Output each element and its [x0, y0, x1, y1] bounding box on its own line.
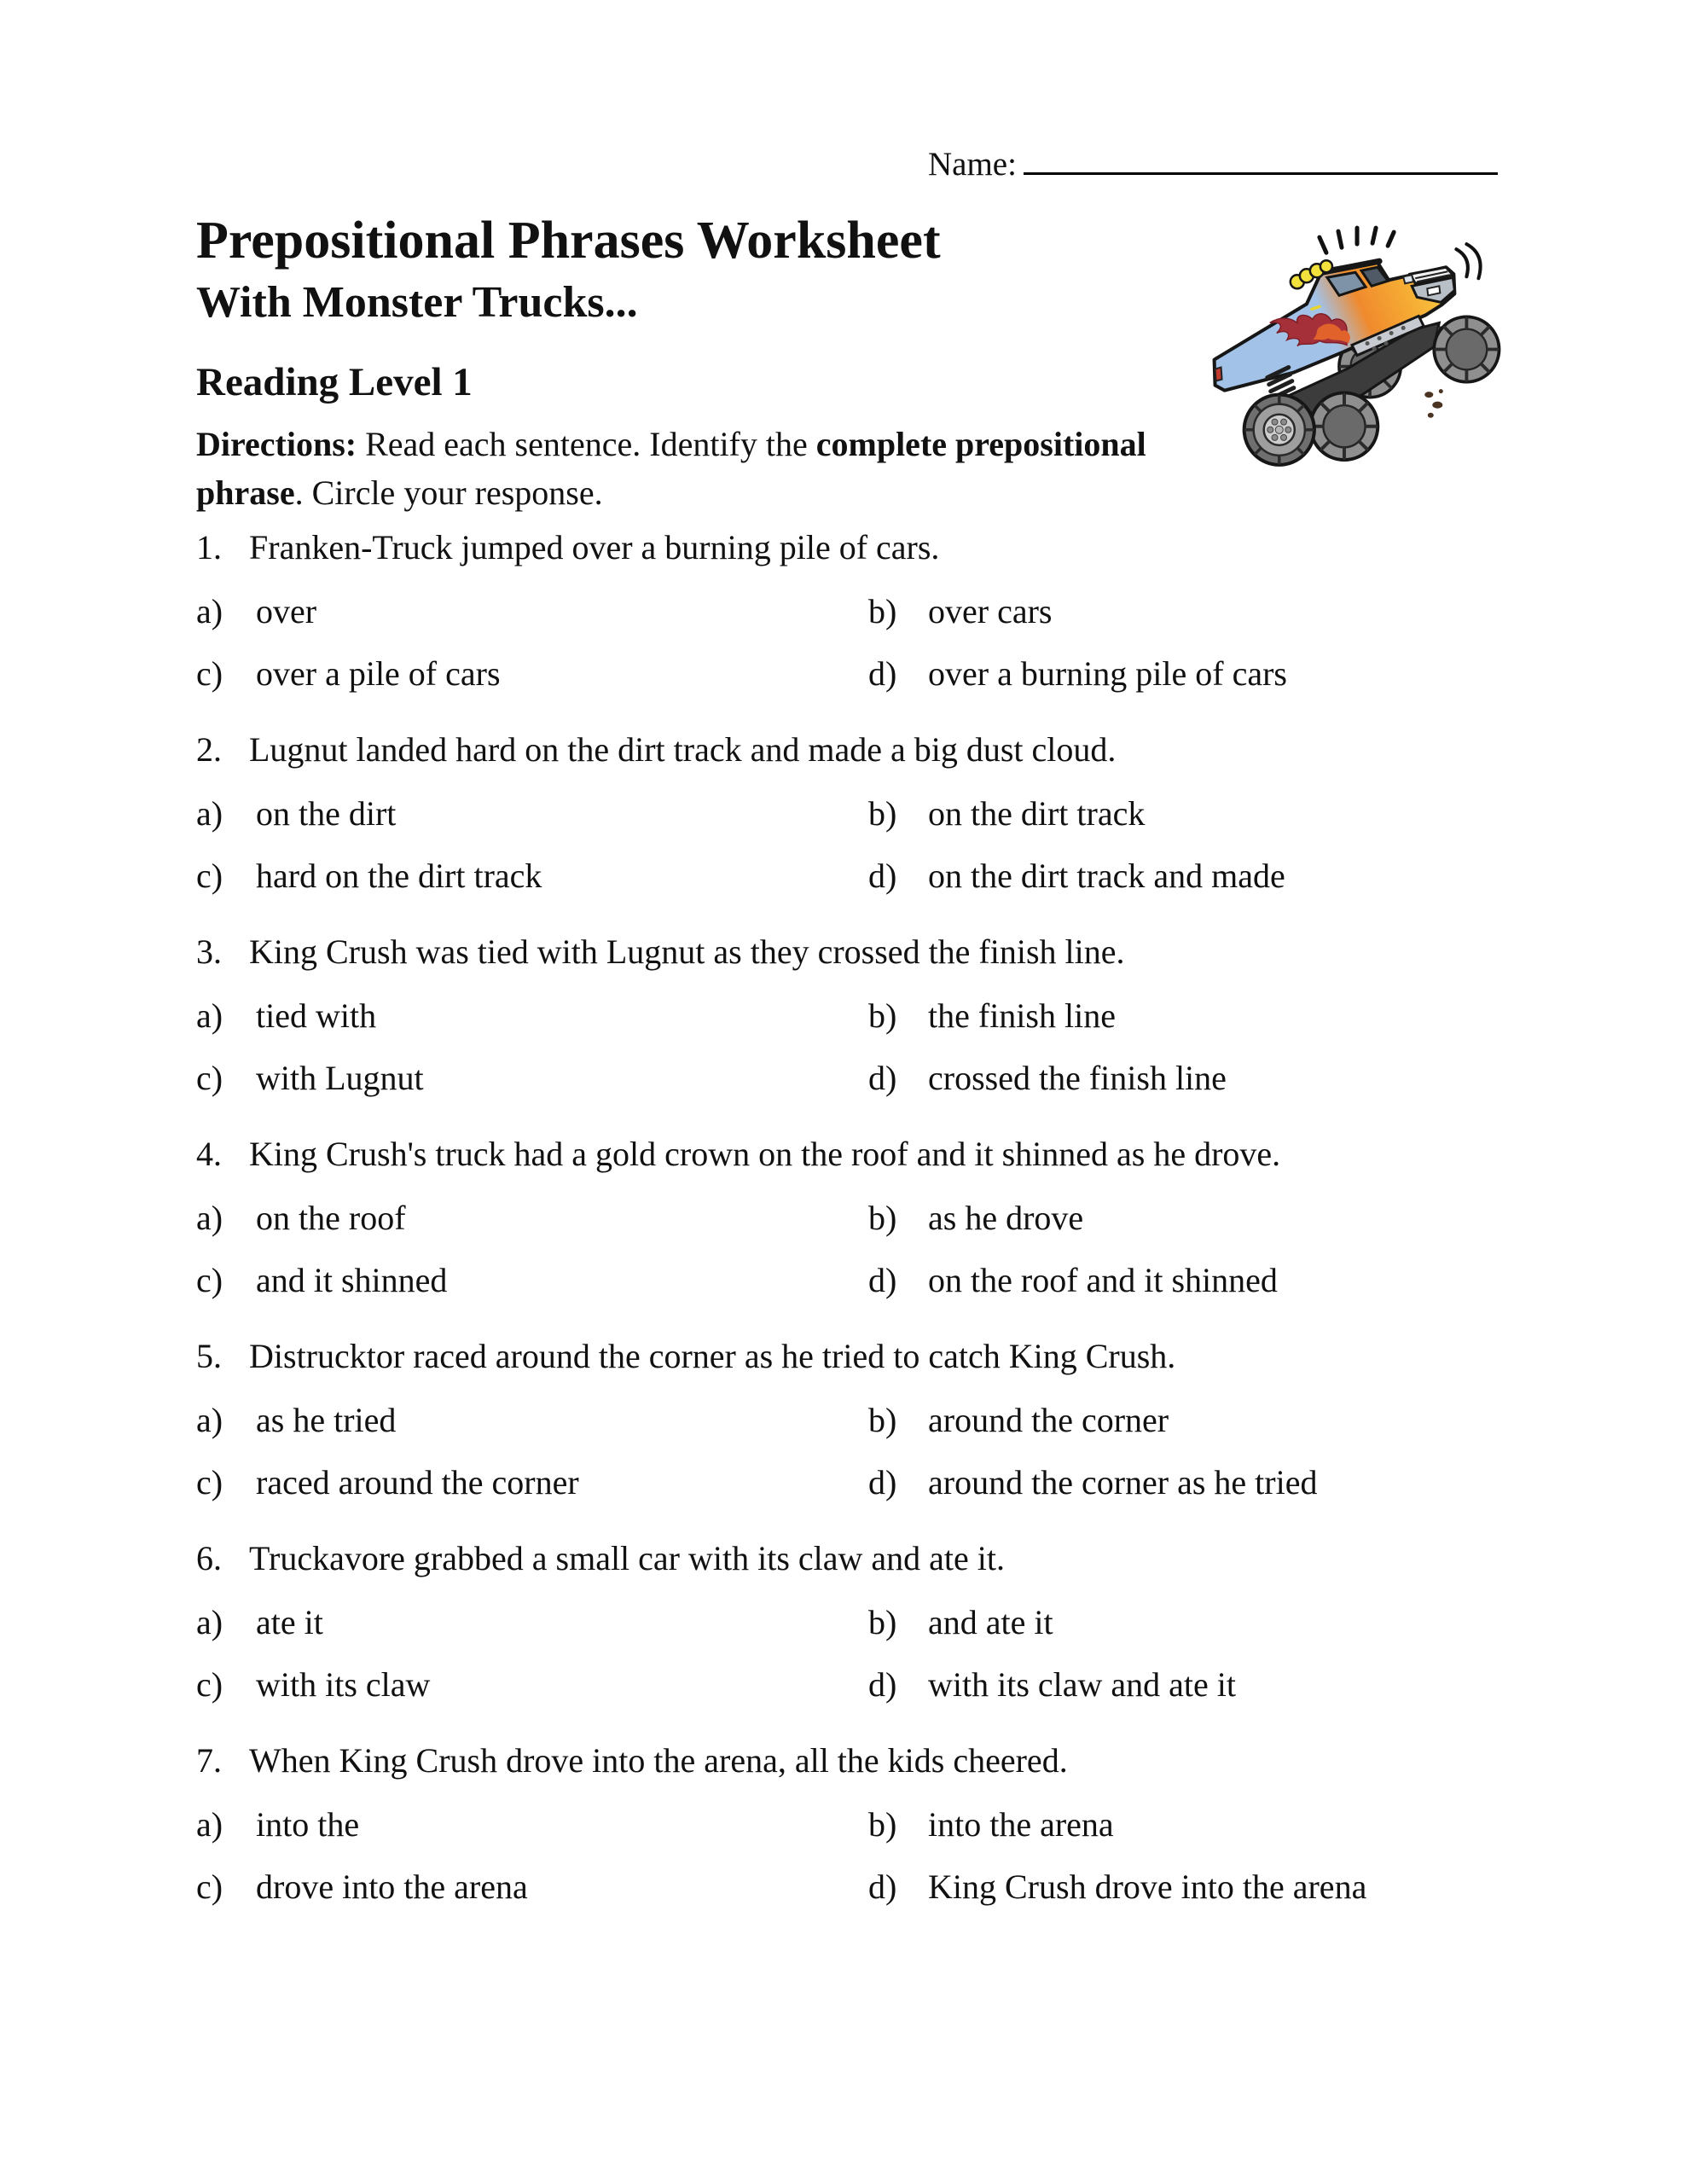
option-text: and ate it — [928, 1602, 1053, 1641]
directions-text-1: Read each sentence. Identify the — [357, 425, 816, 464]
question-line — [196, 934, 1492, 970]
options-grid — [196, 793, 1492, 895]
option-text: the finish line — [928, 996, 1116, 1035]
question-block — [196, 1136, 1492, 1298]
option-b[interactable] — [868, 1200, 1492, 1236]
option-text: on the roof and it shinned — [928, 1260, 1278, 1299]
directions-text-2: . Circle your response. — [294, 473, 603, 512]
option-letter: a) — [196, 591, 223, 630]
options-grid — [196, 1804, 1492, 1906]
option-b[interactable] — [868, 1602, 1492, 1641]
question-line — [196, 1740, 1492, 1780]
option-letter: b) — [868, 793, 897, 833]
option-b[interactable] — [868, 591, 1492, 630]
option-b[interactable] — [868, 793, 1492, 833]
question-line — [196, 1538, 1492, 1577]
option-letter: b) — [868, 1198, 897, 1237]
question-number: 7. — [196, 1740, 222, 1780]
option-text: over a pile of cars — [256, 653, 501, 693]
option-b[interactable] — [868, 1804, 1492, 1844]
option-letter: d) — [868, 1867, 897, 1906]
dirt-clumps-icon — [1424, 389, 1443, 418]
option-text: drove into the arena — [256, 1867, 528, 1906]
options-grid — [196, 1602, 1492, 1704]
question-text: Franken-Truck jumped over a burning pile of cars. — [249, 527, 940, 566]
option-text: ate it — [256, 1602, 323, 1641]
option-text: over cars — [928, 591, 1053, 630]
option-text: as he drove — [928, 1198, 1084, 1237]
option-text: and it shinned — [256, 1260, 448, 1299]
option-c[interactable] — [196, 1060, 868, 1096]
option-text: into the — [256, 1804, 360, 1844]
option-text: crossed the finish line — [928, 1058, 1227, 1097]
question-block — [196, 527, 1492, 693]
option-letter: d) — [868, 1462, 897, 1502]
option-d[interactable] — [868, 1664, 1492, 1704]
directions-bold-phrase: complete prepositional phrase — [196, 425, 1146, 512]
option-c[interactable] — [196, 653, 868, 693]
option-text: on the dirt track and made — [928, 856, 1285, 895]
motion-arcs-icon — [1456, 244, 1480, 278]
license-plate — [1427, 286, 1440, 295]
truck-headlight — [1403, 275, 1413, 283]
option-letter: a) — [196, 1602, 223, 1641]
option-a[interactable] — [196, 591, 868, 630]
question-text: Truckavore grabbed a small car with its claw and ate it. — [249, 1538, 1006, 1577]
option-text: tied with — [256, 996, 377, 1035]
options-grid — [196, 591, 1492, 693]
monster-truck-illustration — [1184, 201, 1510, 497]
question-number: 3. — [196, 932, 222, 971]
option-text: on the dirt — [256, 793, 397, 833]
question-line — [196, 729, 1492, 769]
option-letter: c) — [196, 1260, 223, 1299]
option-d[interactable] — [868, 653, 1492, 693]
option-a[interactable] — [196, 793, 868, 833]
option-a[interactable] — [196, 1602, 868, 1641]
question-block — [196, 1336, 1492, 1502]
truck-wheel — [1311, 392, 1378, 460]
option-letter: b) — [868, 1602, 897, 1641]
directions-label: Directions: — [196, 425, 357, 464]
option-letter: d) — [868, 1664, 897, 1704]
option-text: hard on the dirt track — [256, 856, 542, 895]
name-row — [928, 136, 1498, 183]
option-letter: a) — [196, 996, 223, 1035]
question-block — [196, 729, 1492, 895]
question-number: 4. — [196, 1134, 222, 1173]
option-b[interactable] — [868, 998, 1492, 1034]
truck-wheel — [1434, 317, 1499, 381]
option-letter: d) — [868, 856, 897, 895]
option-c[interactable] — [196, 1664, 868, 1704]
option-text: with Lugnut — [256, 1058, 424, 1097]
option-text: King Crush drove into the arena — [928, 1867, 1367, 1906]
option-letter: c) — [196, 653, 223, 693]
option-text: with its claw and ate it — [928, 1664, 1237, 1704]
option-c[interactable] — [196, 858, 868, 894]
option-letter: c) — [196, 1664, 223, 1704]
option-letter: a) — [196, 1804, 223, 1844]
option-c[interactable] — [196, 1869, 868, 1905]
question-block — [196, 1538, 1492, 1704]
question-text: Lugnut landed hard on the dirt track and made a big dust cloud. — [249, 729, 1117, 769]
option-text: over — [256, 591, 317, 630]
options-grid — [196, 998, 1492, 1096]
excitement-ticks-icon — [1320, 228, 1394, 253]
option-letter: a) — [196, 793, 223, 833]
name-label: Name: — [928, 146, 1017, 183]
option-text: around the corner — [928, 1400, 1169, 1439]
option-b[interactable] — [868, 1400, 1492, 1439]
question-number: 2. — [196, 729, 222, 769]
option-letter: b) — [868, 1804, 897, 1844]
question-number: 5. — [196, 1336, 222, 1375]
option-letter: b) — [868, 591, 897, 630]
reading-level: Reading Level 1 — [196, 360, 473, 405]
question-text: Distrucktor raced around the corner as he tried to catch King Crush. — [249, 1336, 1176, 1375]
option-d[interactable] — [868, 1260, 1492, 1299]
question-number: 6. — [196, 1538, 222, 1577]
option-d[interactable] — [868, 1869, 1492, 1905]
question-number: 1. — [196, 527, 222, 566]
option-text: on the roof — [256, 1198, 406, 1237]
option-text: raced around the corner — [256, 1462, 579, 1502]
option-a[interactable] — [196, 998, 868, 1034]
truck-wheel-hub — [1244, 395, 1314, 465]
option-letter: b) — [868, 1400, 897, 1439]
option-letter: c) — [196, 1462, 223, 1502]
option-text: on the dirt track — [928, 793, 1146, 833]
option-text: with its claw — [256, 1664, 431, 1704]
page-subtitle: With Monster Trucks... — [196, 278, 638, 328]
question-text: King Crush was tied with Lugnut as they crossed the finish line. — [249, 932, 1125, 971]
directions — [196, 421, 1203, 518]
question-block — [196, 934, 1492, 1096]
option-letter: a) — [196, 1198, 223, 1237]
option-d[interactable] — [868, 1462, 1492, 1502]
name-input-line[interactable] — [1024, 136, 1498, 175]
option-a[interactable] — [196, 1200, 868, 1236]
questions-list — [196, 527, 1492, 1906]
option-letter: c) — [196, 1867, 223, 1906]
option-letter: c) — [196, 856, 223, 895]
option-d[interactable] — [868, 858, 1492, 894]
truck-taillight — [1215, 368, 1222, 381]
option-letter: d) — [868, 1260, 897, 1299]
option-letter: a) — [196, 1400, 223, 1439]
option-letter: d) — [868, 1058, 897, 1097]
question-line — [196, 1136, 1492, 1172]
option-letter: b) — [868, 996, 897, 1035]
option-d[interactable] — [868, 1060, 1492, 1096]
option-text: over a burning pile of cars — [928, 653, 1287, 693]
page-title: Prepositional Phrases Worksheet — [196, 212, 941, 270]
option-c[interactable] — [196, 1462, 868, 1502]
option-letter: c) — [196, 1058, 223, 1097]
question-line — [196, 527, 1492, 566]
question-text: When King Crush drove into the arena, all the kids cheered. — [249, 1740, 1068, 1780]
question-block — [196, 1740, 1492, 1906]
question-line — [196, 1336, 1492, 1375]
option-letter: d) — [868, 653, 897, 693]
question-text: King Crush's truck had a gold crown on the roof and it shinned as he drove. — [249, 1134, 1281, 1173]
options-grid — [196, 1400, 1492, 1502]
option-a[interactable] — [196, 1400, 868, 1439]
option-text: around the corner as he tried — [928, 1462, 1318, 1502]
option-a[interactable] — [196, 1804, 868, 1844]
option-text: into the arena — [928, 1804, 1114, 1844]
options-grid — [196, 1200, 1492, 1298]
option-c[interactable] — [196, 1260, 868, 1299]
option-text: as he tried — [256, 1400, 397, 1439]
